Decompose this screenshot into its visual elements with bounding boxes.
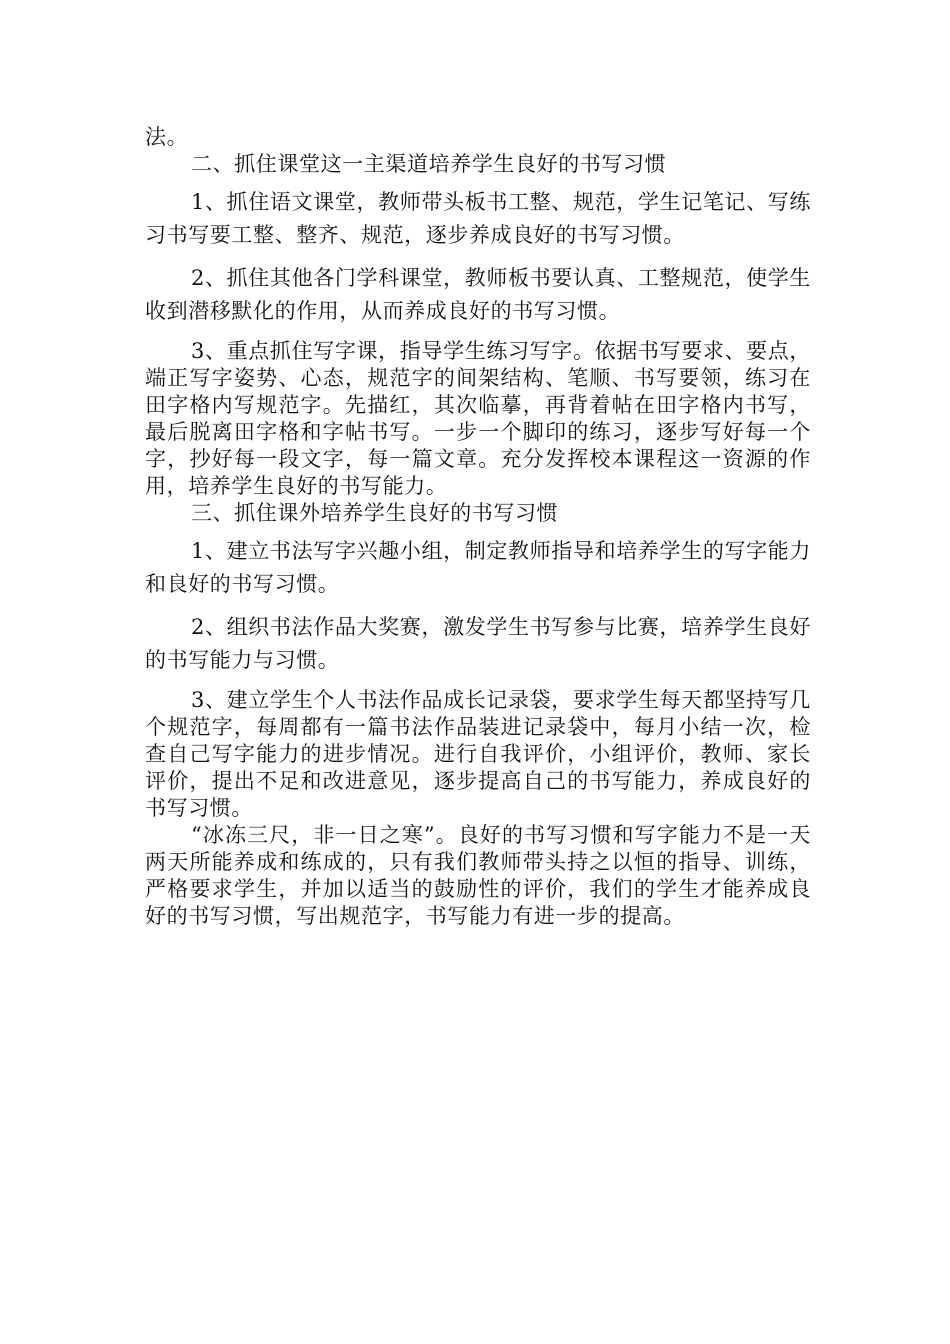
- paragraph-item-2-2: 2、抓住其他各门学科课堂，教师板书要认真、工整规范，使学生收到潜移默化的作用，从而养成良好的书写习惯。: [145, 266, 811, 323]
- paragraph-continuation: 法。: [145, 125, 189, 149]
- paragraph-conclusion: “冰冻三尺，非一日之寒”。良好的书写习惯和写字能力不是一天两天所能养成和练成的，只有我们教师带头持之以恒的指导、训练，严格要求学生，并加以适当的鼓励性的评价，我们的学生才能养成良好的书写习惯，写出规范字，书写能力有进一步的提高。: [145, 823, 811, 928]
- paragraph-item-2-1: 1、抓住语文课堂，教师带头板书工整、规范，学生记笔记、写练习书写要工整、整齐、规范，逐步养成良好的书写习惯。: [145, 190, 811, 247]
- paragraph-item-3-3: 3、建立学生个人书法作品成长记录袋，要求学生每天都坚持写几个规范字，每周都有一篇书法作品装进记录袋中，每月小结一次，检查自己写字能力的进步情况。进行自我评价，小组评价，教师、家长评价，提出不足和改进意见，逐步提高自己的书写能力，养成良好的书写习惯。: [145, 688, 811, 820]
- paragraph-item-3-2: 2、组织书法作品大奖赛，激发学生书写参与比赛，培养学生良好的书写能力与习惯。: [145, 615, 811, 672]
- paragraph-item-3-1: 1、建立书法写字兴趣小组，制定教师指导和培养学生的写字能力和良好的书写习惯。: [145, 539, 811, 596]
- document-body: [145, 124, 811, 930]
- section-heading-three: 三、抓住课外培养学生良好的书写习惯: [191, 501, 559, 525]
- section-heading-two: 二、抓住课堂这一主渠道培养学生良好的书写习惯: [191, 152, 667, 176]
- paragraph-item-2-3: 3、重点抓住写字课，指导学生练习写字。依据书写要求、要点，端正写字姿势、心态，规范字的间架结构、笔顺、书写要领，练习在田字格内写规范字。先描红，其次临摹，再背着帖在田字格内书写，最后脱离田字格和字帖书写。一步一个脚印的练习，逐步写好每一个字，抄好每一段文字，每一篇文章。充分发挥校本课程这一资源的作用，培养学生良好的书写能力。: [145, 339, 811, 498]
